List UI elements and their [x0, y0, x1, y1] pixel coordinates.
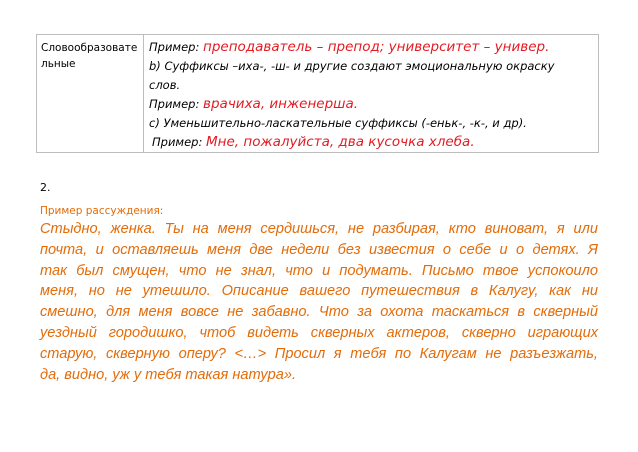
passage-line: меня, но не утешило. Описание вашего путешествия в Калугу, как ни [40, 283, 598, 300]
example-red-text: врачиха, инженерша. [203, 96, 359, 112]
passage-line: так был смущен, что не знал, что и подумать. Письмо твое успокоило [40, 262, 598, 279]
table-line-example-3 [149, 133, 594, 152]
passage-line: почта, и оставляешь меня две недели без известия о себе и о детях. Я [40, 241, 598, 258]
example-prefix: Пример: [152, 135, 207, 149]
passage-line: старую, скверную оперу? <…> Просил я тебя по Калугам не разъезжать, [40, 345, 598, 362]
passage-line: уездный городишко, чтоб видеть скверных актеров, скверно играющих [40, 324, 598, 341]
table-line-example-1 [149, 38, 594, 57]
example-prefix: Пример: [149, 97, 204, 111]
example-passage [40, 219, 598, 385]
table-line-suffix-b-cont: слов. [149, 78, 181, 92]
example-red-text: преподаватель – препод; университет – универ. [203, 39, 550, 55]
table-line-suffix-b: b) Суффиксы –иха-, -ш- и другие создают эмоциональную окраску [149, 59, 555, 73]
passage-line: смешно, для меня вовсе не забавно. Что за охота таскаться в скверный [40, 304, 598, 321]
passage-line: да, видно, уж у тебя такая натура». [40, 366, 297, 383]
example-red-text: Мне, пожалуйста, два кусочка хлеба. [206, 134, 475, 150]
passage-line: Стыдно, женка. Ты на меня сердишься, не разбирая, кто виноват, я или [40, 221, 598, 237]
word-formation-table [36, 34, 599, 153]
table-line-suffix-c: c) Уменьшительно-ласкательные суффиксы (-еньк-, -к-, и др). [149, 116, 527, 130]
column-divider [143, 35, 144, 152]
section-number: 2. [40, 181, 51, 194]
example-caption: Пример рассуждения: [40, 205, 164, 217]
table-line-example-2 [149, 95, 594, 114]
example-prefix: Пример: [149, 40, 204, 54]
table-right-cell [149, 38, 594, 152]
table-left-cell: Словообразовательные [41, 42, 138, 70]
